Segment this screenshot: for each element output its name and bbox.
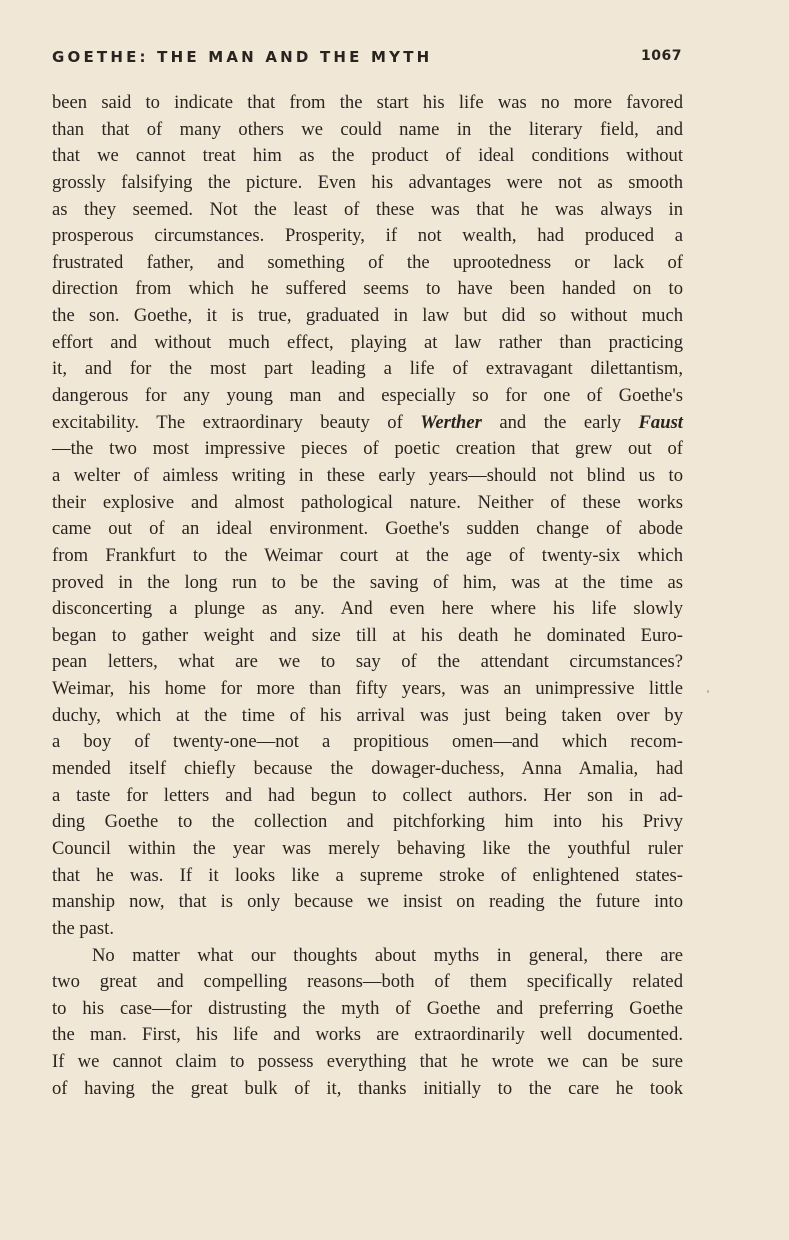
page-header — [52, 48, 682, 72]
text-line: a welter of aimless writing in these early years—should not blind us to — [52, 464, 683, 486]
work-title: Werther — [420, 411, 482, 433]
text-line: dangerous for any young man and especially so for one of Goethe's — [52, 385, 683, 407]
page-speck — [707, 690, 709, 693]
text-line: the past. — [52, 917, 114, 939]
work-title: Faust — [638, 411, 683, 433]
text-line: prosperous circumstances. Prosperity, if not wealth, had produced a — [52, 225, 683, 247]
text-line: —the two most impressive pieces of poetic creation that grew out of — [52, 438, 683, 460]
text-line: frustrated father, and something of the uprootedness or lack of — [52, 251, 683, 273]
paragraph-1 — [52, 90, 683, 943]
text-line: than that of many others we could name in the literary field, and — [52, 118, 683, 140]
text-line: to his case—for distrusting the myth of Goethe and preferring Goethe — [52, 997, 683, 1019]
text-line: as they seemed. Not the least of these was that he was always in — [52, 198, 683, 220]
text-line: manship now, that is only because we insist on reading the future into — [52, 891, 683, 913]
text-line: began to gather weight and size till at his death he dominated Euro- — [52, 624, 683, 646]
text-line: their explosive and almost pathological nature. Neither of these works — [52, 491, 683, 513]
running-head: GOETHE: THE MAN AND THE MYTH — [52, 48, 433, 66]
text-line: disconcerting a plunge as any. And even here where his life slowly — [52, 598, 683, 620]
text-run: excitability. The extraordinary beauty of — [52, 411, 421, 433]
text-line: direction from which he suffered seems to have been handed on to — [52, 278, 683, 300]
page-number: 1067 — [641, 48, 682, 64]
text-line: two great and compelling reasons—both of them specifically related — [52, 971, 683, 993]
text-line: duchy, which at the time of his arrival was just being taken over by — [52, 704, 683, 726]
text-run: and the early — [481, 411, 639, 433]
text-line: proved in the long run to be the saving of him, was at the time as — [52, 571, 683, 593]
text-line: of having the great bulk of it, thanks initially to the care he took — [52, 1077, 683, 1099]
text-line: grossly falsifying the picture. Even his advantages were not as smooth — [52, 171, 683, 193]
text-line: that we cannot treat him as the product of ideal conditions without — [52, 145, 683, 167]
text-line: No matter what our thoughts about myths in general, there are — [92, 944, 683, 966]
text-line: from Frankfurt to the Weimar court at the age of twenty-six which — [52, 544, 683, 566]
text-line: the son. Goethe, it is true, graduated in law but did so without much — [52, 305, 683, 327]
paragraph-2 — [52, 943, 683, 1103]
text-line: came out of an ideal environment. Goethe's sudden change of abode — [52, 518, 683, 540]
text-line: a boy of twenty-one—not a propitious omen—and which recom- — [52, 731, 683, 753]
text-line: mended itself chiefly because the dowager-duchess, Anna Amalia, had — [52, 758, 683, 780]
text-line: If we cannot claim to possess everything that he wrote we can be sure — [52, 1051, 683, 1073]
text-line: ding Goethe to the collection and pitchforking him into his Privy — [52, 811, 683, 833]
body-text — [52, 90, 683, 1102]
text-line: effort and without much effect, playing at law rather than practicing — [52, 331, 683, 353]
text-line — [52, 410, 683, 437]
text-line: that he was. If it looks like a supreme stroke of enlightened states- — [52, 864, 683, 886]
text-line: the man. First, his life and works are extraordinarily well documented. — [52, 1024, 683, 1046]
text-line: it, and for the most part leading a life of extravagant dilettantism, — [52, 358, 683, 380]
text-line: Weimar, his home for more than fifty years, was an unimpressive little — [52, 678, 683, 700]
text-line: a taste for letters and had begun to collect authors. Her son in ad- — [52, 784, 683, 806]
text-line: been said to indicate that from the start his life was no more favored — [52, 92, 683, 113]
text-line: Council within the year was merely behaving like the youthful ruler — [52, 837, 683, 859]
text-line: pean letters, what are we to say of the attendant circumstances? — [52, 651, 683, 673]
